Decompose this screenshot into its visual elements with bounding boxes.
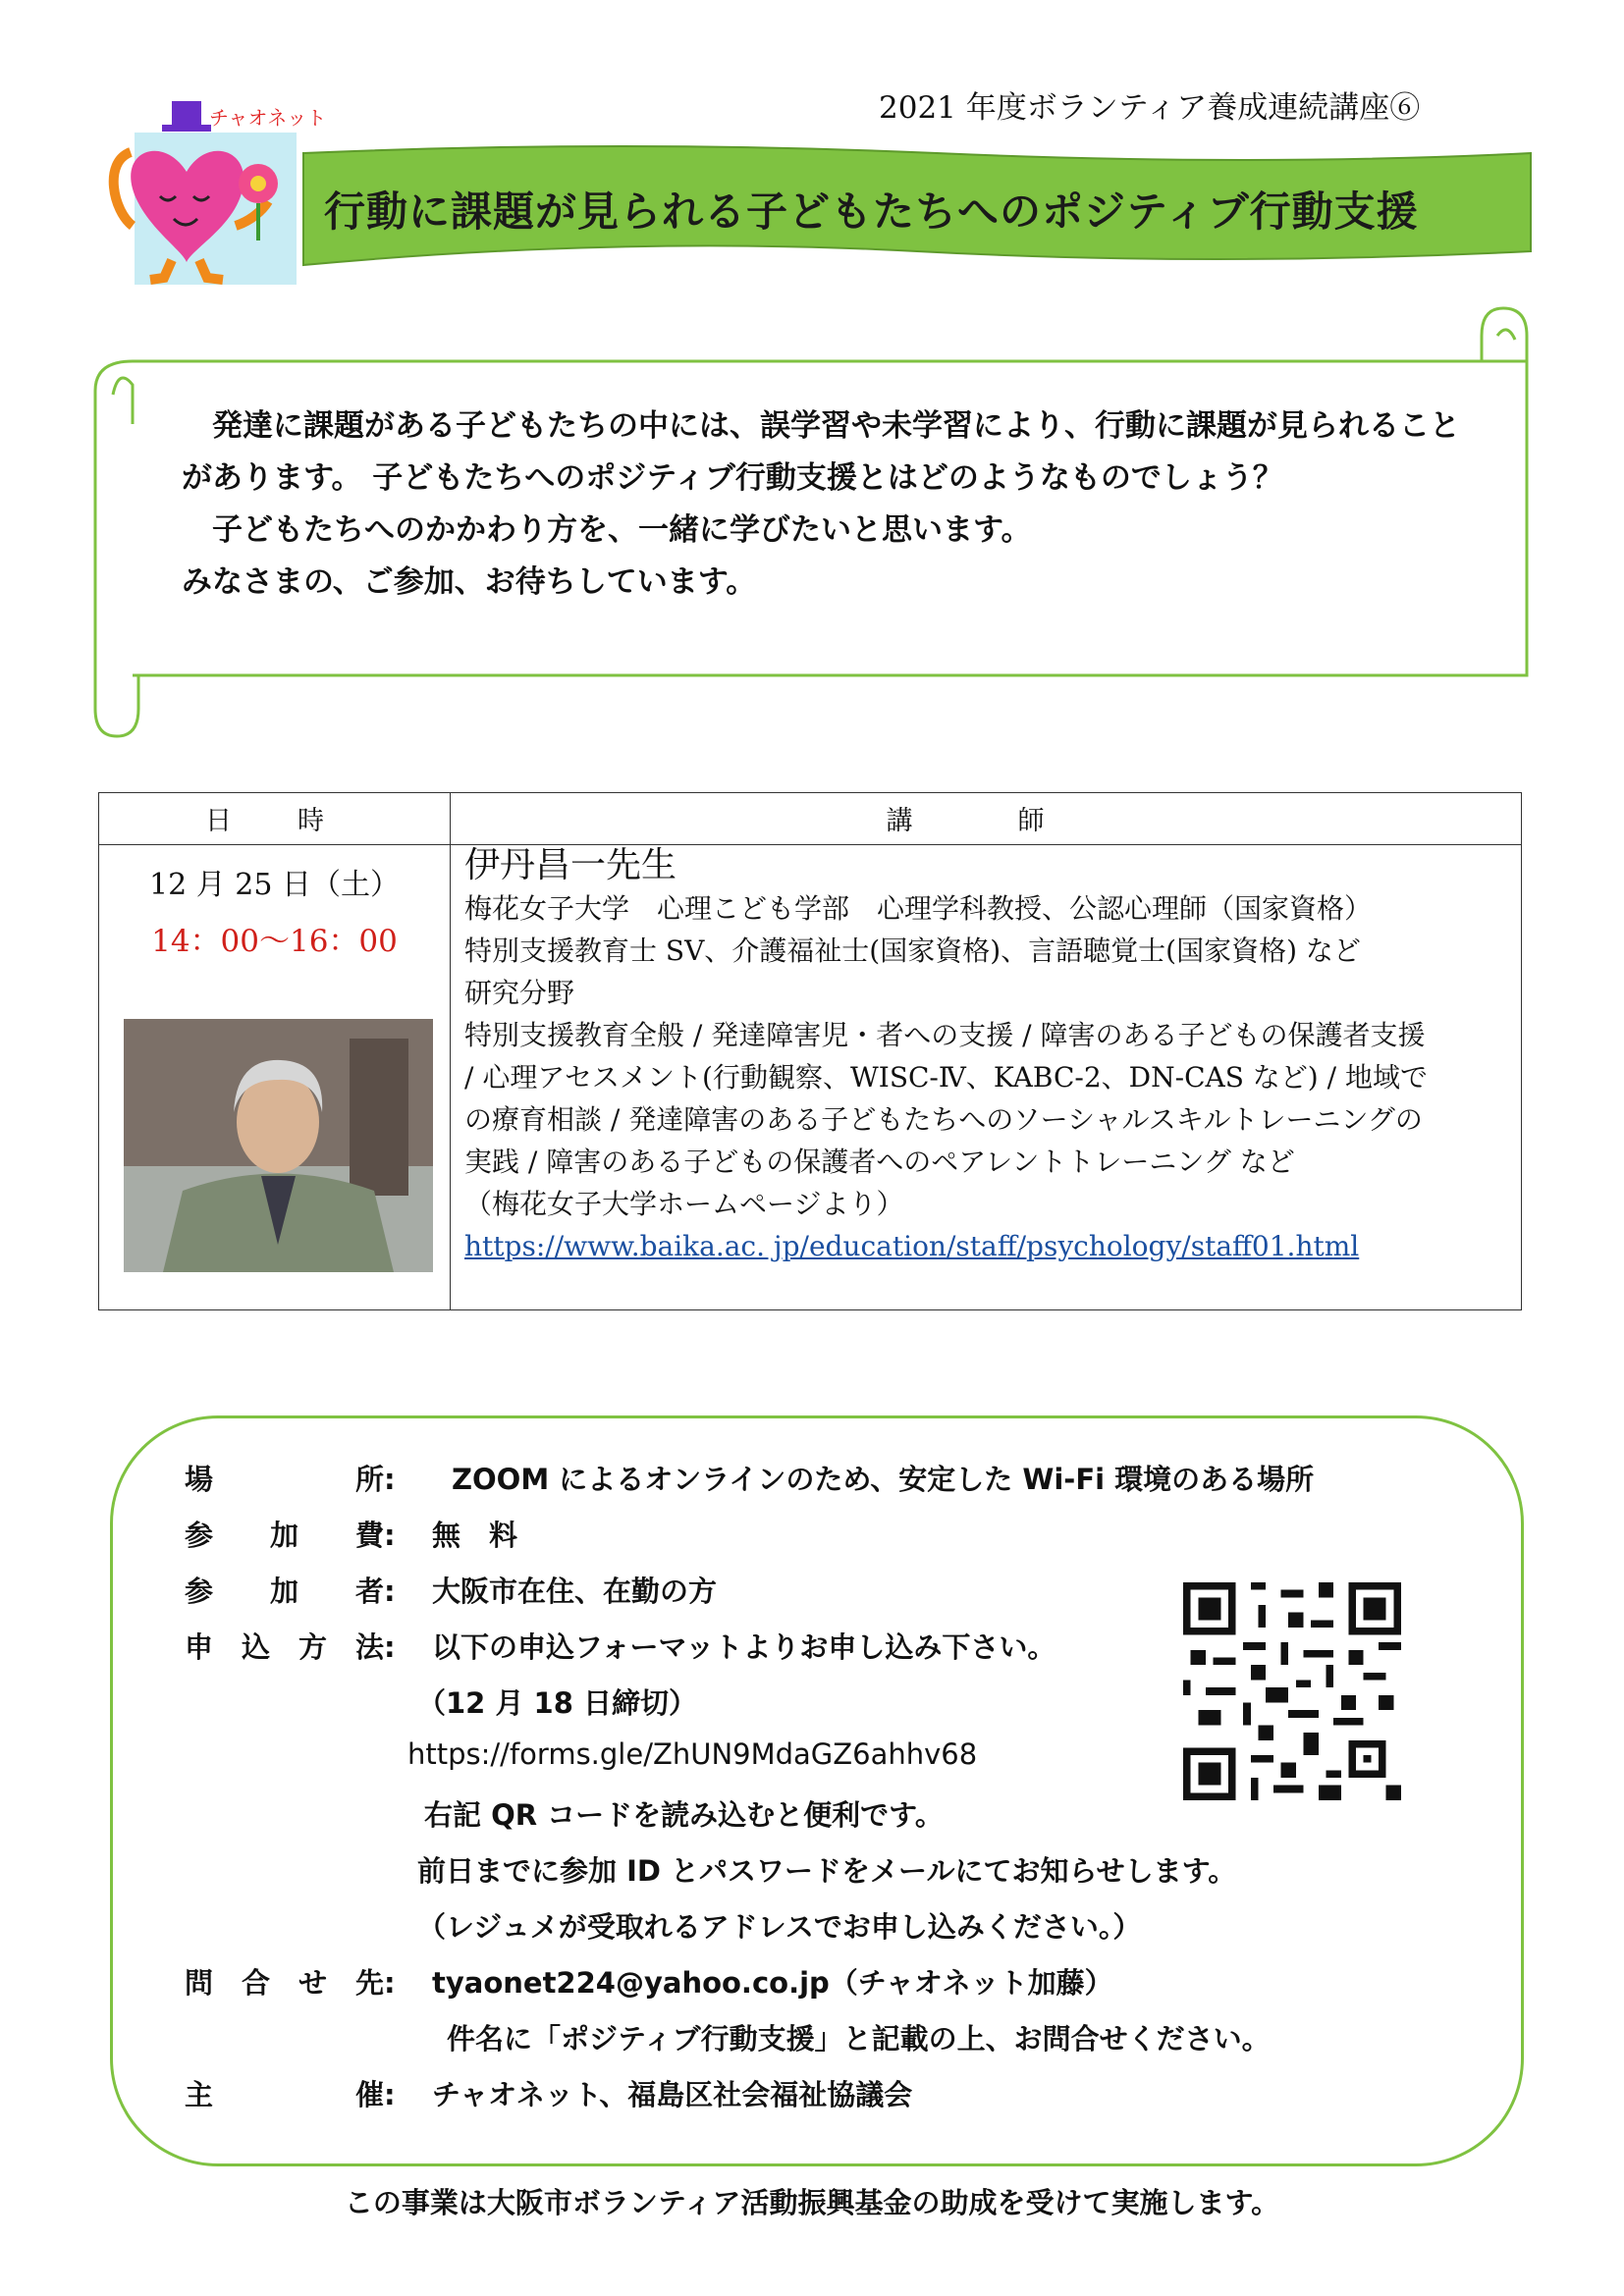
lecturer-line: （梅花女子大学ホームページより）	[464, 1188, 904, 1220]
fee-label: 参 加 費:	[185, 1519, 396, 1552]
host-label: 主 催:	[185, 2078, 396, 2111]
qr-note: 右記 QR コードを読み込むと便利です。	[424, 1798, 944, 1832]
column-divider	[450, 793, 451, 1309]
fee-value: 無 料	[432, 1519, 518, 1552]
deadline: （12 月 18 日締切）	[417, 1686, 698, 1720]
lecturer-line: 特別支援教育士 SV、介護福祉士(国家資格)、言語聴覚士(国家資格) など	[464, 934, 1361, 967]
target-value: 大阪市在住、在勤の方	[432, 1575, 718, 1608]
intro-line: 子どもたちへのかかわり方を、一緒に学びたいと思います。	[182, 512, 1032, 548]
university-link[interactable]: https://www.baika.ac. jp/education/staff/psychology/staff01.html	[464, 1230, 1360, 1262]
resume-note: （レジュメが受取れるアドレスでお申し込みください。）	[417, 1910, 1142, 1944]
table-header-date: 日 時	[205, 806, 344, 836]
place-label: 場 所:	[185, 1463, 396, 1496]
intro-line: みなさまの、ご参加、お待ちしています。	[182, 564, 757, 600]
target-label: 参 加 者:	[185, 1575, 396, 1608]
lecturer-info	[464, 844, 1515, 1267]
lecturer-line: の療育相談 / 発達障害のある子どもたちへのソーシャルスキルトレーニングの	[464, 1103, 1423, 1136]
contact-value[interactable]: tyaonet224@yahoo.co.jp（チャオネット加藤）	[432, 1966, 1113, 2000]
hat-icon	[172, 101, 201, 127]
qr-code-icon[interactable]	[1183, 1582, 1401, 1800]
host-value: チャオネット、福島区社会福祉協議会	[432, 2078, 913, 2111]
event-time: 14：00～16：00	[151, 924, 398, 959]
lecturer-line: / 心理アセスメント(行動観察、WISC-Ⅳ、KABC-2、DN-CAS など) / 地域で	[464, 1061, 1428, 1094]
form-link[interactable]: https://forms.gle/ZhUN9MdaGZ6ahhv68	[407, 1737, 978, 1771]
id-note: 前日までに参加 ID とパスワードをメールにてお知らせします。	[417, 1854, 1237, 1888]
apply-value: 以下の申込フォーマットよりお申し込み下さい。	[432, 1630, 1056, 1664]
logo-text: チャオネット	[209, 106, 327, 130]
table-header-lecturer: 講 師	[886, 806, 1084, 836]
intro-line: 発達に課題がある子どもたちの中には、誤学習や未学習により、行動に課題が見られること	[182, 408, 1460, 444]
lecturer-line: 梅花女子大学 心理こども学部 心理学科教授、公認心理師（国家資格）	[464, 892, 1373, 925]
lecturer-line: 実践 / 障害のある子どもの保護者へのペアレントトレーニング など	[464, 1146, 1295, 1178]
ciao-net-logo	[93, 93, 327, 290]
intro-line: があります。 子どもたちへのポジティブ行動支援とはどのようなものでしょう？	[182, 460, 1283, 496]
place-value: ZOOM によるオンラインのため、安定した Wi-Fi 環境のある場所	[452, 1463, 1315, 1496]
lecturer-name: 伊丹昌一先生	[464, 845, 677, 885]
apply-label: 申 込 方 法:	[185, 1630, 396, 1664]
lecturer-line: 研究分野	[464, 977, 575, 1009]
schedule-table	[98, 792, 1522, 1310]
contact-label: 問 合 せ 先:	[185, 1966, 396, 2000]
contact-note: 件名に「ポジティブ行動支援」と記載の上、お問合せください。	[447, 2022, 1271, 2056]
series-label: 2021 年度ボランティア養成連続講座⑥	[879, 90, 1421, 126]
page-title: 行動に課題が見られる子どもたちへのポジティブ行動支援	[324, 187, 1419, 236]
lecturer-line: 特別支援教育全般 / 発達障害児・者への支援 / 障害のある子どもの保護者支援	[464, 1019, 1426, 1051]
lecturer-photo	[124, 1019, 433, 1272]
footer-note: この事業は大阪市ボランティア活動振興基金の助成を受けて実施します。	[344, 2186, 1280, 2219]
intro-text	[182, 400, 1507, 609]
event-date: 12 月 25 日（土）	[149, 868, 400, 902]
